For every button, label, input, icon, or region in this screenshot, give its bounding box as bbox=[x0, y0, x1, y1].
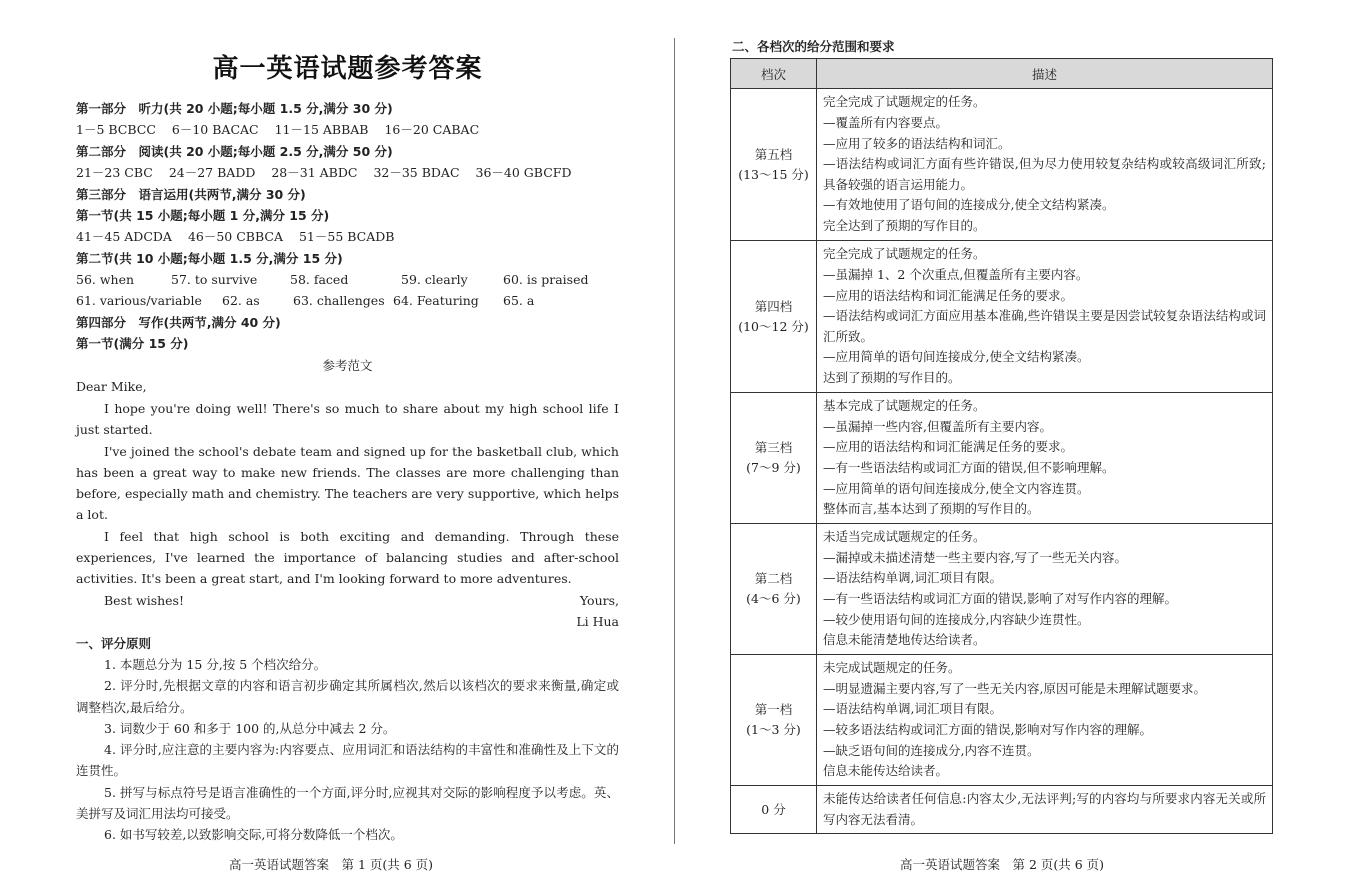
answer-56: 56. when bbox=[76, 272, 135, 287]
answer-62: 62. as bbox=[222, 293, 260, 308]
part1-header: 第一部分 听力(共 20 小题;每小题 1.5 分,满分 30 分) bbox=[76, 101, 393, 116]
page-footer: 高一英语试题答案 第 2 页(共 6 页) bbox=[900, 857, 1105, 872]
level-cell: 第五档 (13～15 分) bbox=[731, 89, 817, 241]
answer-65: 65. a bbox=[503, 293, 535, 308]
answer-60: 60. is praised bbox=[503, 272, 589, 287]
answer-group: 32－35 BDAC bbox=[373, 165, 460, 180]
table-row bbox=[731, 786, 1273, 834]
level-cell: 第二档 (4～6 分) bbox=[731, 524, 817, 655]
answer-group: 36－40 GBCFD bbox=[475, 165, 572, 180]
table-header-row bbox=[731, 59, 1273, 89]
letter-paragraph: I hope you're doing well! There's so much to share about my high school life I just started. bbox=[76, 401, 619, 438]
part4-section1: 第一节(满分 15 分) bbox=[76, 336, 189, 351]
table-row bbox=[731, 89, 1273, 241]
letter-paragraph: I feel that high school is both exciting and demanding. Through these experiences, I've learned the importance of balancing studies and after-school activities. It's been a great start, and I'm looking forward to more adventures. bbox=[76, 528, 619, 587]
part2-answers bbox=[76, 162, 571, 183]
level-cell: 第一档 (1～3 分) bbox=[731, 655, 817, 786]
rule-item: 3. 词数少于 60 和多于 100 的,从总分中减去 2 分。 bbox=[104, 720, 396, 736]
page-divider bbox=[674, 38, 675, 844]
answer-group: 1－5 BCBCC bbox=[76, 122, 156, 137]
rule-item: 2. 评分时,先根据文章的内容和语言初步确定其所属档次,然后以该档次的要求来衡量,确定或调整档次,最后给分。 bbox=[76, 678, 619, 715]
letter-greeting: Dear Mike, bbox=[76, 379, 147, 394]
column-header-description: 描述 bbox=[817, 59, 1273, 89]
answer-58: 58. faced bbox=[290, 272, 349, 287]
answer-group: 16－20 CABAC bbox=[384, 122, 480, 137]
letter-body bbox=[76, 398, 619, 611]
description-cell: 未完成试题规定的任务。 —明显遗漏主要内容,写了一些无关内容,原因可能是未理解试题要求。 —语法结构单调,词汇项目有限。 —较多语法结构或词汇方面的错误,影响对写作内容的理解。 —缺乏语句间的连接成分,内容不连贯。 信息未能传达给读者。 bbox=[817, 655, 1273, 786]
answer-group: 24－27 BADD bbox=[168, 165, 256, 180]
answer-group: 28－31 ABDC bbox=[271, 165, 358, 180]
part4-header: 第四部分 写作(共两节,满分 40 分) bbox=[76, 315, 281, 330]
answer-group: 21－23 CBC bbox=[76, 165, 153, 180]
answer-61: 61. various/variable bbox=[76, 293, 202, 308]
table-row bbox=[731, 241, 1273, 393]
rules-header: 一、评分原则 bbox=[76, 636, 152, 651]
description-cell: 基本完成了试题规定的任务。 —虽漏掉一些内容,但覆盖所有主要内容。 —应用的语法结构和词汇能满足任务的要求。 —有一些语法结构或词汇方面的错误,但不影响理解。 —应用简单的语句间连接成分,使全文内容连贯。 整体而言,基本达到了预期的写作目的。 bbox=[817, 393, 1273, 524]
part3-header: 第三部分 语言运用(共两节,满分 30 分) bbox=[76, 187, 306, 202]
page-title: 高一英语试题参考答案 bbox=[212, 54, 483, 84]
description-cell: 完全完成了试题规定的任务。 —覆盖所有内容要点。 —应用了较多的语法结构和词汇。 —语法结构或词汇方面有些许错误,但为尽力使用较复杂结构或较高级词汇所致;具备较强的语言运用能力。 —有效地使用了语句间的连接成分,使全文结构紧凑。 完全达到了预期的写作目的。 bbox=[817, 89, 1273, 241]
section1-header: 第一节(共 15 小题;每小题 1 分,满分 15 分) bbox=[76, 208, 330, 223]
grading-section-title: 二、各档次的给分范围和要求 bbox=[732, 39, 895, 54]
part1-answers bbox=[76, 119, 479, 140]
letter-paragraph: Best wishes! bbox=[104, 592, 184, 608]
answer-group: 51－55 BCADB bbox=[298, 229, 395, 244]
table-row bbox=[731, 393, 1273, 524]
answer-57: 57. to survive bbox=[171, 272, 258, 287]
answer-group: 46－50 CBBCA bbox=[187, 229, 283, 244]
answer-group: 11－15 ABBAB bbox=[274, 122, 369, 137]
answer-63: 63. challenges bbox=[293, 293, 385, 308]
answer-group: 41－45 ADCDA bbox=[76, 229, 172, 244]
section1-answers bbox=[76, 226, 394, 247]
description-cell: 未适当完成试题规定的任务。 —漏掉或未描述清楚一些主要内容,写了一些无关内容。 —语法结构单调,词汇项目有限。 —有一些语法结构或词汇方面的错误,影响了对写作内容的理解。 —较少使用语句间的连接成分,内容缺少连贯性。 信息未能清楚地传达给读者。 bbox=[817, 524, 1273, 655]
letter-paragraph: I've joined the school's debate team and signed up for the basketball club, which has been a great way to make new friends. The classes are more challenging than before, especially math and chemistry. The teachers are very supportive, which helps a lot. bbox=[76, 443, 619, 523]
answer-59: 59. clearly bbox=[401, 272, 468, 287]
rule-item: 5. 拼写与标点符号是语言准确性的一个方面,评分时,应视其对交际的影响程度予以考虑。英、美拼写及词汇用法均可接受。 bbox=[76, 784, 619, 822]
level-cell: 第三档 (7～9 分) bbox=[731, 393, 817, 524]
rules-list bbox=[76, 654, 619, 846]
sample-title: 参考范文 bbox=[322, 358, 373, 373]
section2-header: 第二节(共 10 小题;每小题 1.5 分,满分 15 分) bbox=[76, 251, 343, 266]
letter-signature: Li Hua bbox=[576, 614, 619, 629]
description-cell: 未能传达给读者任何信息:内容太少,无法评判;写的内容均与所要求内容无关或所写内容无法看清。 bbox=[817, 786, 1273, 834]
table-row bbox=[731, 655, 1273, 786]
column-header-level: 档次 bbox=[731, 59, 817, 89]
rule-item: 1. 本题总分为 15 分,按 5 个档次给分。 bbox=[104, 657, 327, 672]
description-cell: 完全完成了试题规定的任务。 —虽漏掉 1、2 个次重点,但覆盖所有主要内容。 —应用的语法结构和词汇能满足任务的要求。 —语法结构或词汇方面应用基本准确,些许错误主要是因尝试较复杂语法结构或词汇所致。 —应用简单的语句间连接成分,使全文结构紧凑。 达到了预期的写作目的。 bbox=[817, 241, 1273, 393]
page-footer: 高一英语试题答案 第 1 页(共 6 页) bbox=[229, 857, 434, 872]
grading-table bbox=[730, 58, 1273, 834]
level-cell: 0 分 bbox=[731, 786, 817, 834]
right-page bbox=[676, 0, 1350, 881]
rule-item: 4. 评分时,应注意的主要内容为:内容要点、应用词汇和语法结构的丰富性和准确性及上下文的连贯性。 bbox=[76, 742, 619, 779]
answer-64: 64. Featuring bbox=[393, 293, 479, 308]
part2-header: 第二部分 阅读(共 20 小题;每小题 2.5 分,满分 50 分) bbox=[76, 144, 393, 159]
level-cell: 第四档 (10～12 分) bbox=[731, 241, 817, 393]
letter-closing: Yours, bbox=[579, 593, 619, 608]
answer-group: 6－10 BACAC bbox=[171, 122, 259, 137]
rule-item: 6. 如书写较差,以致影响交际,可将分数降低一个档次。 bbox=[104, 827, 403, 843]
table-row bbox=[731, 524, 1273, 655]
